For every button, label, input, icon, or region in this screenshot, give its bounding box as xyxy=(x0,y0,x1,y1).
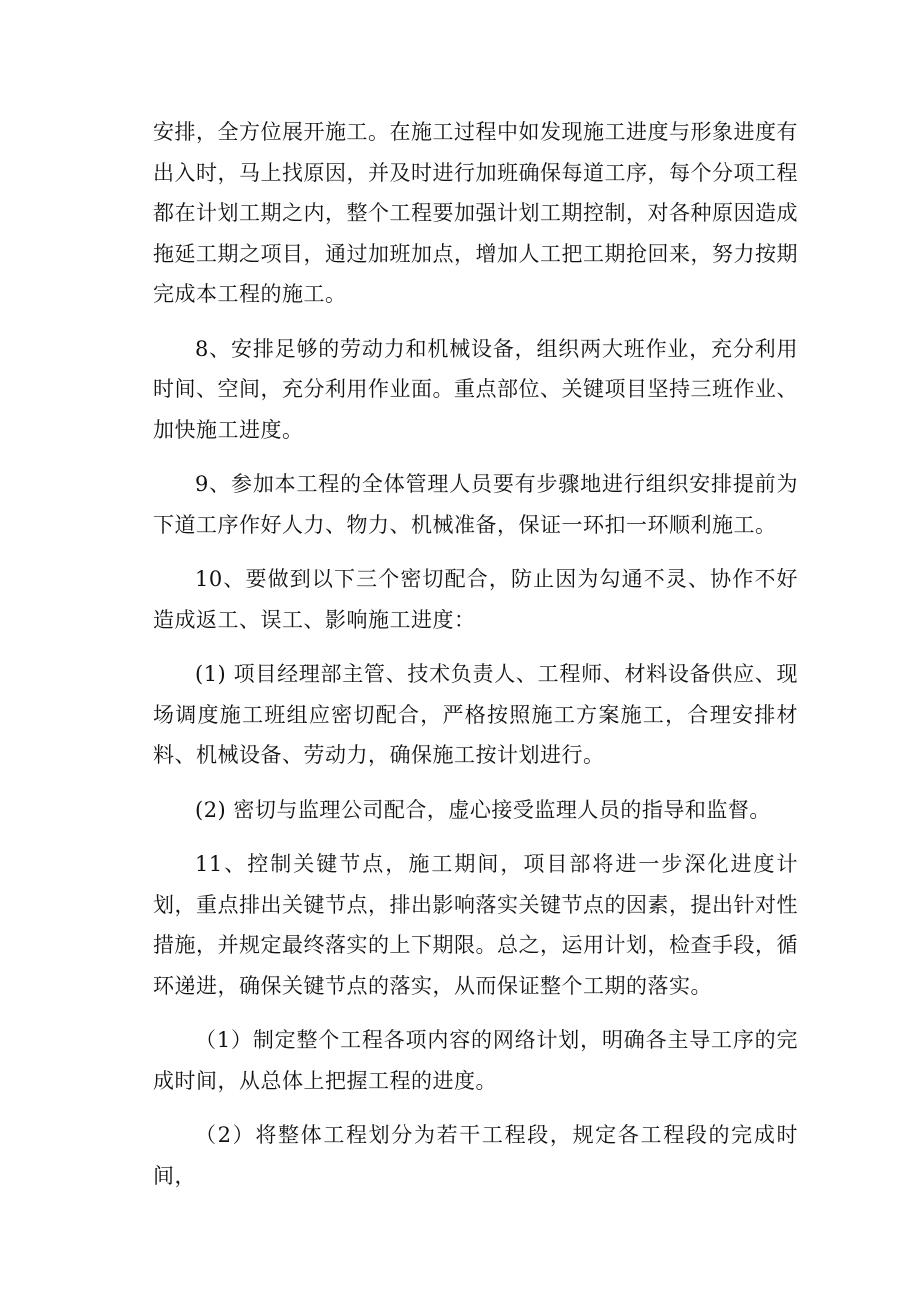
paragraph-subitem-11-1: （1）制定整个工程各项内容的网络计划，明确各主导工序的完成时间，从总体上把握工程的进度。 xyxy=(153,1028,798,1093)
paragraph-spacer xyxy=(153,315,798,329)
paragraph-spacer xyxy=(153,1006,798,1020)
paragraph-spacer xyxy=(153,776,798,790)
paragraph-item-10: 10、要做到以下三个密切配合，防止因为勾通不灵、协作不好造成返工、误工、影响施工进度： xyxy=(153,567,798,632)
paragraph-item-8: 8、安排足够的劳动力和机械设备，组织两大班作业，充分利用时间、空间，充分利用作业面。重点部位、关键项目坚持三班作业、加快施工进度。 xyxy=(153,336,798,442)
paragraph-item-9: 9、参加本工程的全体管理人员要有步骤地进行组织安排提前为下道工序作好人力、物力、机械准备，保证一环扣一环顺利施工。 xyxy=(153,472,798,537)
paragraph-subitem-10-1: (1) 项目经理部主管、技术负责人、工程师、材料设备供应、现场调度施工班组应密切配合，严格按照施工方案施工，合理安排材料、机械设备、劳动力，确保施工按计划进行。 xyxy=(153,662,798,767)
paragraph-subitem-11-2: （2）将整体工程划分为若干工程段，规定各工程段的完成时间， xyxy=(153,1123,798,1188)
paragraph-spacer xyxy=(153,830,798,844)
paragraph-spacer xyxy=(153,640,798,654)
paragraph-spacer xyxy=(153,1101,798,1115)
paragraph-spacer xyxy=(153,545,798,559)
document-body xyxy=(153,112,798,1196)
paragraph-spacer xyxy=(153,450,798,464)
paragraph-item-11: 11、控制关键节点，施工期间，项目部将进一步深化进度计划，重点排出关键节点，排出影响落实关键节点的因素，提出针对性措施，并规定最终落实的上下期限。总之，运用计划，检查手段，循环递进，确保关键节点的落实，从而保证整个工期的落实。 xyxy=(153,852,798,998)
paragraph-continuation: 安排，全方位展开施工。在施工过程中如发现施工进度与形象进度有出入时，马上找原因，并及时进行加班确保每道工序，每个分项工程都在计划工期之内，整个工程要加强计划工期控制，对各种原因造成拖延工期之项目，通过加班加点，增加人工把工期抢回来，努力按期完成本工程的施工。 xyxy=(153,120,798,306)
paragraph-subitem-10-2: (2) 密切与监理公司配合，虚心接受监理人员的指导和监督。 xyxy=(195,797,771,822)
